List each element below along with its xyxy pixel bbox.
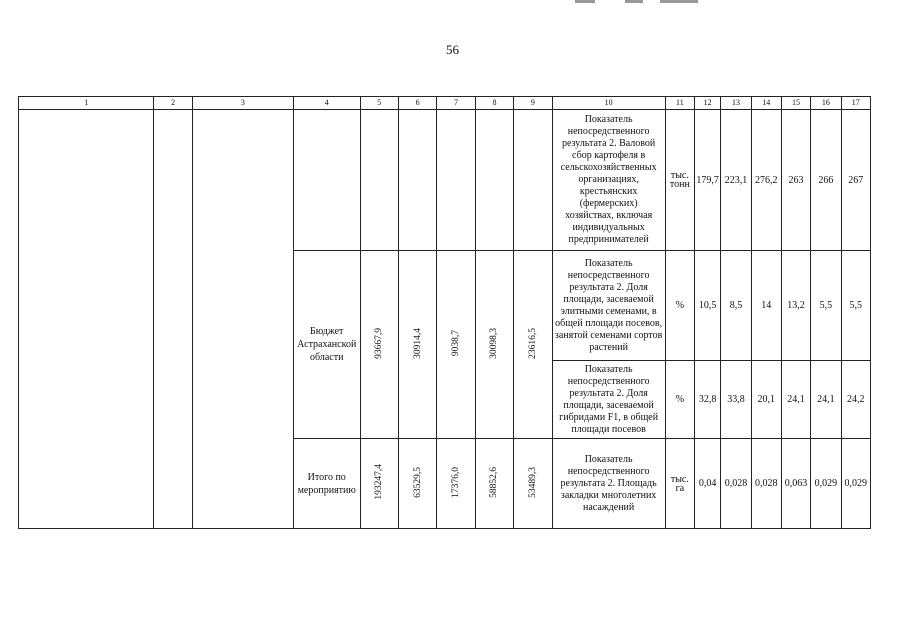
column-number: 7 [437,97,475,110]
page-number: 56 [446,42,459,57]
value-cell: 10,5 [695,251,721,361]
table-row [19,110,871,251]
value-cell: 5,5 [811,251,841,361]
amount-value: 58852,6 [489,466,500,498]
amount-cell [398,110,436,251]
column-number: 14 [751,97,781,110]
amount-cell [514,110,552,251]
amount-cell [398,439,436,529]
value-cell: 20,1 [751,361,781,439]
column-number: 9 [514,97,552,110]
column-number: 1 [19,97,154,110]
unit-cell: тыс. га [665,439,694,529]
amount-value: 30098,3 [489,327,500,359]
group-label: Бюджет Астраханской области [293,251,360,439]
amount-cell [475,439,513,529]
column-number: 11 [665,97,694,110]
amount-value: 23616,5 [527,327,538,359]
value-cell: 33,8 [721,361,751,439]
amount-cell [475,251,513,439]
column-number: 5 [360,97,398,110]
amount-cell [514,439,552,529]
column-number: 8 [475,97,513,110]
amount-cell [398,251,436,439]
value-cell: 0,029 [811,439,841,529]
value-cell: 24,1 [781,361,810,439]
value-cell: 14 [751,251,781,361]
unit-cell: тыс. тонн [665,110,694,251]
indicator-text: Показатель непосредственного результата 2. Доля площади, засеваемой элитными семенами, в общей площади посевов, занятой семенами сортов растений [552,251,665,361]
cell-col1 [19,110,154,529]
column-number: 4 [293,97,360,110]
value-cell: 266 [811,110,841,251]
cell-col3 [192,110,293,529]
group-label [293,110,360,251]
unit-cell: % [665,251,694,361]
column-number: 15 [781,97,810,110]
scan-artifact [625,0,643,3]
value-cell: 223,1 [721,110,751,251]
value-cell: 0,028 [751,439,781,529]
value-cell: 0,028 [721,439,751,529]
data-table [18,96,871,529]
amount-value: 63529,5 [412,466,423,498]
amount-cell [514,251,552,439]
amount-value: 193247,4 [374,464,385,500]
value-cell: 276,2 [751,110,781,251]
amount-cell [437,110,475,251]
column-number: 3 [192,97,293,110]
unit-cell: % [665,361,694,439]
value-cell: 5,5 [841,251,870,361]
amount-cell [360,439,398,529]
value-cell: 24,2 [841,361,870,439]
scan-artifact [575,0,595,3]
indicator-text: Показатель непосредственного результата 2. Доля площади, засеваемой гибридами F1, в общей площади посевов [552,361,665,439]
cell-col2 [154,110,192,529]
value-cell: 0,04 [695,439,721,529]
amount-value: 93667,9 [374,327,385,359]
value-cell: 0,029 [841,439,870,529]
scan-artifact [660,0,698,3]
value-cell: 267 [841,110,870,251]
value-cell: 8,5 [721,251,751,361]
column-number-row [19,97,871,110]
column-number: 16 [811,97,841,110]
value-cell: 179,7 [695,110,721,251]
indicator-text: Показатель непосредственного результата 2. Валовой сбор картофеля в сельскохозяйственных организациях, крестьянских (фермерских) хозяйствах, включая индивидуальных предпринимателей [552,110,665,251]
amount-cell [360,110,398,251]
value-cell: 263 [781,110,810,251]
amount-cell [437,439,475,529]
amount-value: 9038,7 [451,329,462,357]
column-number: 12 [695,97,721,110]
value-cell: 13,2 [781,251,810,361]
amount-value: 30914,4 [412,327,423,359]
amount-cell [437,251,475,439]
column-number: 17 [841,97,870,110]
amount-value: 17376,0 [451,466,462,498]
amount-cell [475,110,513,251]
group-label: Итого по мероприятию [293,439,360,529]
column-number: 2 [154,97,192,110]
column-number: 13 [721,97,751,110]
amount-cell [360,251,398,439]
column-number: 6 [398,97,436,110]
value-cell: 24,1 [811,361,841,439]
indicator-text: Показатель непосредственного результата 2. Площадь закладки многолетних насаждений [552,439,665,529]
column-number: 10 [552,97,665,110]
amount-value: 53489,3 [527,466,538,498]
value-cell: 0,063 [781,439,810,529]
value-cell: 32,8 [695,361,721,439]
